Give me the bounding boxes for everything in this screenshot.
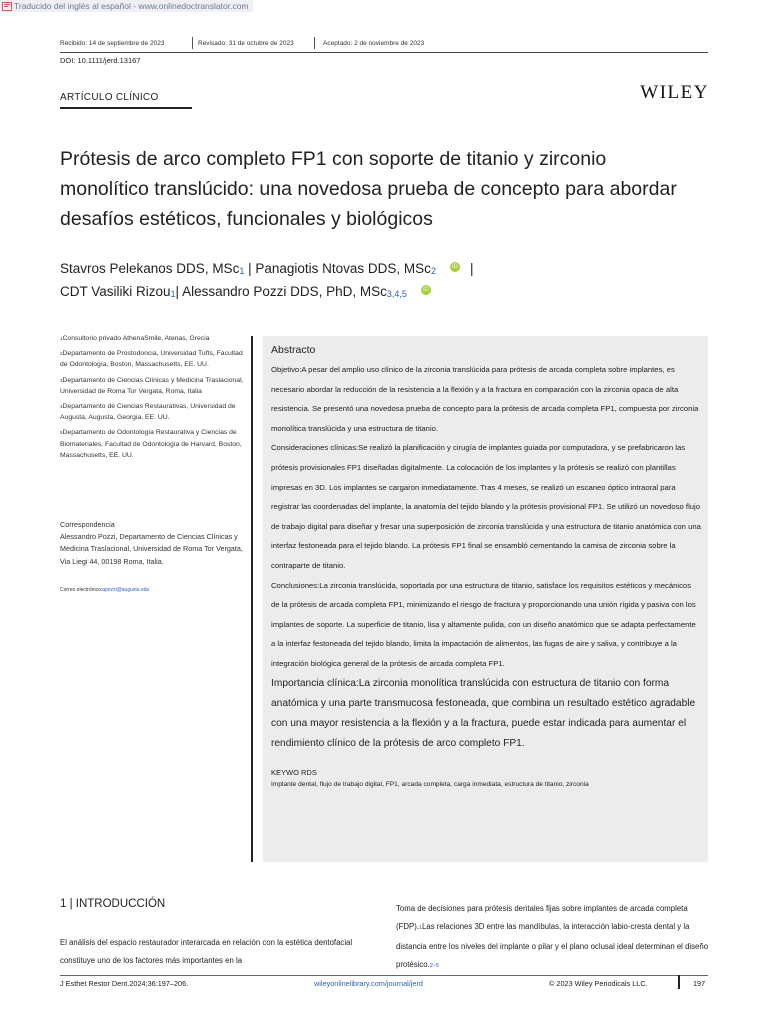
- affiliation: 2Departamento de Prostodoncia, Universidad Tufts, Facultad de Odontología, Boston, Massachusetts, EE. UU.: [60, 350, 243, 369]
- translator-banner[interactable]: [0, 0, 253, 12]
- correspondence-text: Alessandro Pozzi, Departamento de Ciencias Clínicas y Medicina Traslacional, Universidad de Roma Tor Vergata, Via Liegi 44, 00198 Roma, Italia.: [60, 532, 243, 566]
- correspondence-email: Correo electrónico:apozzi@augusta.edu: [60, 587, 150, 593]
- journal-link[interactable]: wileyonlinelibrary.com/journal/jerd: [314, 979, 423, 988]
- keywords: Implante dental, flujo de trabajo digital, FP1, arcada completa, carga inmediata, estructura de titanio, zirconia: [271, 780, 589, 788]
- keywords-heading: KEYWO RDS: [271, 767, 317, 777]
- abstract-clinical-considerations: Consideraciones clínicas:Se realizó la planificación y cirugía de implantes guiada por computadora, y se prefabricaron las prótesis provisionales FP1 diseñadas digitalmente. La colocación de los implantes y la prótesis se realizó con plantillas impresas en 3D. Los implantes se cargaron inmediatamente. Tras 4 meses, se realizó un escaneo óptico intraoral para registrar las coordenadas del implante, la anatomía del tejido blando y la prótesis provisional FP1. Se utilizó un novedoso flujo de trabajo digital para diseñar y fresar una superposición de zirconia translúcida y una estructura de titanio anatómica con una interfaz festoneada para el tejido blando. La prótesis FP1 final se ensambló cementando la camisa de zirconia sobre la contraparte de titanio.: [271, 443, 701, 570]
- author-affiliation-ref[interactable]: 2: [430, 266, 436, 276]
- accepted-date: Aceptado: 2 de noviembre de 2023: [323, 40, 425, 47]
- affiliations: [60, 333, 246, 465]
- received-date: Recibido: 14 de septiembre de 2023: [60, 40, 165, 47]
- footer-divider: [678, 975, 680, 989]
- affiliation: 5Departamento de Odontología Restaurativa y Ciencias de Biomateriales, Facultad de Odontología de Harvard, Boston, Massachusetts, EE. UU.: [60, 429, 242, 459]
- footer-rule: [60, 975, 708, 976]
- orcid-icon[interactable]: iD: [450, 262, 460, 272]
- abstract-conclusions: Conclusiones:La zirconia translúcida, soportada por una estructura de titanio, satisface los requisitos estéticos y mecánicos de la prótesis de arcada completa FP1, minimizando el riesgo de fractura y proporcionando una unión rígida y pasiva con los implantes de soporte. La superficie de titanio, lisa y altamente pulida, con un diseño anatómico que se adapta perfectamente a la interfaz festoneada del tejido blando, limita la impactación de alimentos, las fugas de aire y saliva, y contribuye a la integración biológica general de la prótesis de arcada completa FP1.: [271, 580, 696, 668]
- abstract-side-bar: [251, 336, 253, 862]
- author-name[interactable]: Stavros Pelekanos DDS, MSc: [60, 261, 240, 276]
- body-text-left: El análisis del espacio restaurador interarcada en relación con la estética dentofacial constituye uno de los factores más importantes en la: [60, 938, 353, 965]
- author-name[interactable]: Panagiotis Ntovas DDS, MSc: [255, 261, 431, 276]
- correspondence: [60, 519, 250, 568]
- abstract-clinical-significance: Importancia clínica:La zirconia monolítica translúcida con estructura de titanio con forma anatómica y una parte transmucosa festoneada, que combina un resultado estético agradable con una mayor resistencia a la flexión y a la fractura, puede estar indicada para aumentar el rendimiento clínico de la prótesis de arco completo FP1.: [271, 677, 696, 749]
- translator-banner-text[interactable]: Traducido del inglés al español - www.onlinedoctranslator.com: [14, 1, 249, 11]
- wiley-logo: WILEY: [640, 82, 709, 103]
- section-heading: 1 | INTRODUCCIÓN: [60, 898, 166, 910]
- abstract-objective: Objetivo:A pesar del amplio uso clínico de la zirconia translúcida para prótesis de arcada completa sobre implantes, es necesario abordar la reducción de la resistencia a la flexión y a la fractura en comparación con la zirconia opaca de alta resistencia. Se presentó una novedosa prueba de concepto para la prótesis de arcada completa FP1, compuesta por zirconia monolítica translúcida y una estructura de titanio.: [271, 365, 699, 433]
- email-link[interactable]: apozzi@augusta.edu: [102, 587, 150, 593]
- author-name[interactable]: Alessandro Pozzi DDS, PhD, MSc: [182, 284, 387, 299]
- affiliation: 3Departamento de Ciencias Clínicas y Medicina Traslacional, Universidad de Roma Tor Vergata, Roma, Italia: [60, 376, 244, 395]
- translator-icon: [2, 2, 12, 11]
- article-type-underline: [60, 107, 192, 109]
- header-rule: [60, 52, 708, 53]
- revised-date: Revisado: 31 de octubre de 2023: [198, 40, 294, 47]
- citation-ref[interactable]: 1: [418, 925, 423, 932]
- affiliation: 1Consultorio privado AthenaSmile, Atenas, Grecia: [60, 335, 210, 342]
- article-type-label: ARTÍCULO CLÍNICO: [60, 92, 159, 103]
- affiliation: 4Departamento de Ciencias Restaurativas, Universidad de Augusta, Augusta, Georgia, EE. UU.: [60, 403, 236, 422]
- copyright: © 2023 Wiley Periodicals LLC.: [549, 979, 648, 988]
- journal-citation: J Esthet Restor Dent.2024;36:197–206.: [60, 979, 189, 988]
- citation-ref[interactable]: 2–5: [429, 963, 439, 970]
- orcid-icon[interactable]: iD: [421, 285, 431, 295]
- doi[interactable]: DOI: 10.1111/jerd.13167: [60, 56, 141, 65]
- correspondence-heading: Correspondencia: [60, 520, 115, 529]
- author-affiliation-ref[interactable]: 1: [239, 266, 245, 276]
- page-number: 197: [693, 979, 706, 988]
- meta-divider: [314, 37, 315, 49]
- author-name[interactable]: CDT Vasiliki Rizou: [60, 284, 171, 299]
- article-title: Prótesis de arco completo FP1 con soporte de titanio y zirconio monolítico translúcido: una novedosa prueba de concepto para abordar desafíos estéticos, funcionales y biológicos: [60, 148, 677, 230]
- author-list: Stavros Pelekanos DDS, MSc1 | Panagiotis Ntovas DDS, MSc2 iD | CDT Vasiliki Rizou1| Alessandro Pozzi DDS, PhD, MSc3,4,5 iD: [60, 261, 474, 299]
- meta-divider: [192, 37, 193, 49]
- author-affiliation-ref[interactable]: 1: [170, 289, 176, 299]
- abstract-box: [263, 336, 708, 862]
- abstract-heading: Abstracto: [271, 344, 316, 356]
- body-text-right: Toma de decisiones para prótesis dentales fijas sobre implantes de arcada completa (FDP).1Las relaciones 3D entre las mandíbulas, la interacción labio-cresta dental y la distancia entre los niveles del implante o pilar y el plano oclusal ideal determinan el diseño protésico.2–5: [396, 904, 709, 970]
- author-affiliation-ref[interactable]: 3,4,5: [386, 289, 407, 299]
